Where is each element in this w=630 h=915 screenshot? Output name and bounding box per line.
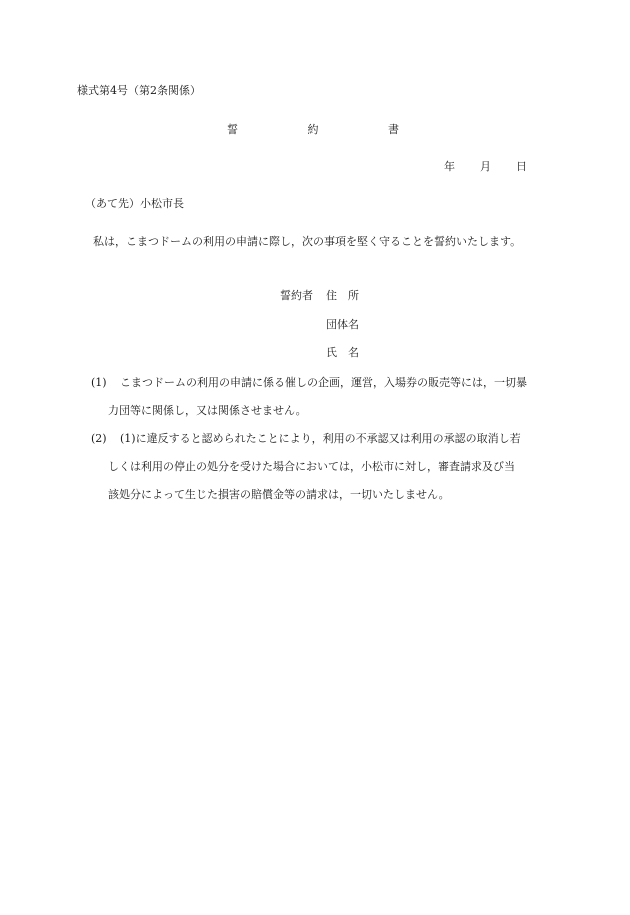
- signatory-label: 誓約者: [280, 289, 313, 302]
- name-label: 氏 名: [326, 346, 359, 359]
- item-number: (1): [91, 376, 107, 389]
- title-char-1: 誓: [227, 123, 238, 136]
- item-number: (2): [91, 432, 107, 445]
- item-text-line: (1)に違反すると認められたことにより，利用の不承認又は利用の承認の取消し若: [120, 432, 521, 445]
- title-char-3: 書: [388, 123, 399, 136]
- organization-label: 団体名: [326, 318, 359, 331]
- form-number: 様式第4号（第2条関係）: [77, 84, 201, 97]
- addressee: （あて先）小松市長: [85, 197, 184, 210]
- address-label: 住 所: [326, 289, 359, 302]
- item-text-line: 力団等に関係し，又は関係させません。: [108, 404, 307, 417]
- document-title: [227, 123, 399, 137]
- month-label: 月: [480, 160, 491, 173]
- day-label: 日: [516, 160, 527, 173]
- year-label: 年: [444, 160, 455, 173]
- item-text-line: 該処分によって生じた損害の賠償金等の請求は，一切いたしません。: [108, 488, 450, 501]
- item-text-line: しくは利用の停止の処分を受けた場合においては，小松市に対し，審査請求及び当: [108, 460, 515, 473]
- item-text-line: こまつドームの利用の申請に係る催しの企画，運営，入場券の販売等には，一切暴: [120, 376, 527, 389]
- title-char-2: 約: [307, 123, 319, 136]
- pledge-statement: 私は，こまつドームの利用の申請に際し，次の事項を堅く守ることを誓約いたします。: [93, 235, 522, 248]
